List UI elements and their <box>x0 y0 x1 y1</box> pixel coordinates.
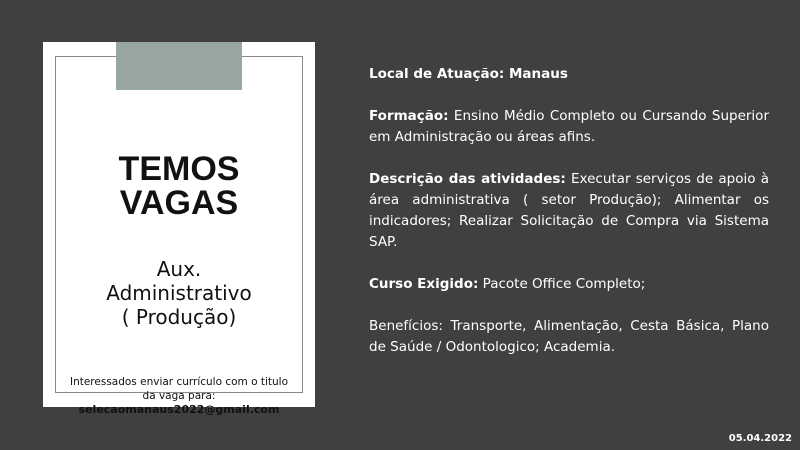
contact-email: selecaomanaus2022@gmail.com <box>78 403 280 416</box>
card-frame <box>55 56 303 393</box>
education-label: Formação: <box>369 108 449 124</box>
job-card <box>43 42 315 416</box>
contact-text-line-2: da vaga para: <box>142 390 216 402</box>
education-value: Ensino Médio Completo ou Cursando Superior em Administração ou áreas afins. <box>369 108 769 145</box>
headline <box>43 152 315 220</box>
job-role <box>43 257 315 329</box>
activities-label: Descrição das atividades: <box>369 171 566 187</box>
contact-info <box>61 375 297 417</box>
headline-line-2: VAGAS <box>119 184 239 222</box>
role-line-3: ( Produção) <box>121 305 237 329</box>
contact-text-line-1: Interessados enviar currículo com o titulo <box>69 376 289 388</box>
card-tab <box>116 42 242 90</box>
activities-value: Executar serviços de apoio à área administrativa ( setor Produção); Alimentar os indicadores; Realizar Solicitação de Compra via Sistema SAP. <box>369 171 769 250</box>
benefits-value: Benefícios: Transporte, Alimentação, Cesta Básica, Plano de Saúde / Odontologico; Academia. <box>369 318 769 355</box>
course-value: Pacote Office Completo; <box>482 276 646 292</box>
role-line-1: Aux. <box>156 257 202 281</box>
activities-paragraph <box>369 169 769 253</box>
education-paragraph <box>369 106 769 148</box>
date-stamp: 05.04.2022 <box>728 433 792 444</box>
location-label: Local de Atuação: Manaus <box>369 66 568 82</box>
headline-line-1: TEMOS <box>118 150 240 188</box>
course-label: Curso Exigido: <box>369 276 479 292</box>
course-paragraph <box>369 274 769 295</box>
role-line-2: Administrativo <box>106 281 252 305</box>
location-paragraph <box>369 64 769 85</box>
benefits-paragraph <box>369 316 769 358</box>
job-details <box>369 64 769 379</box>
